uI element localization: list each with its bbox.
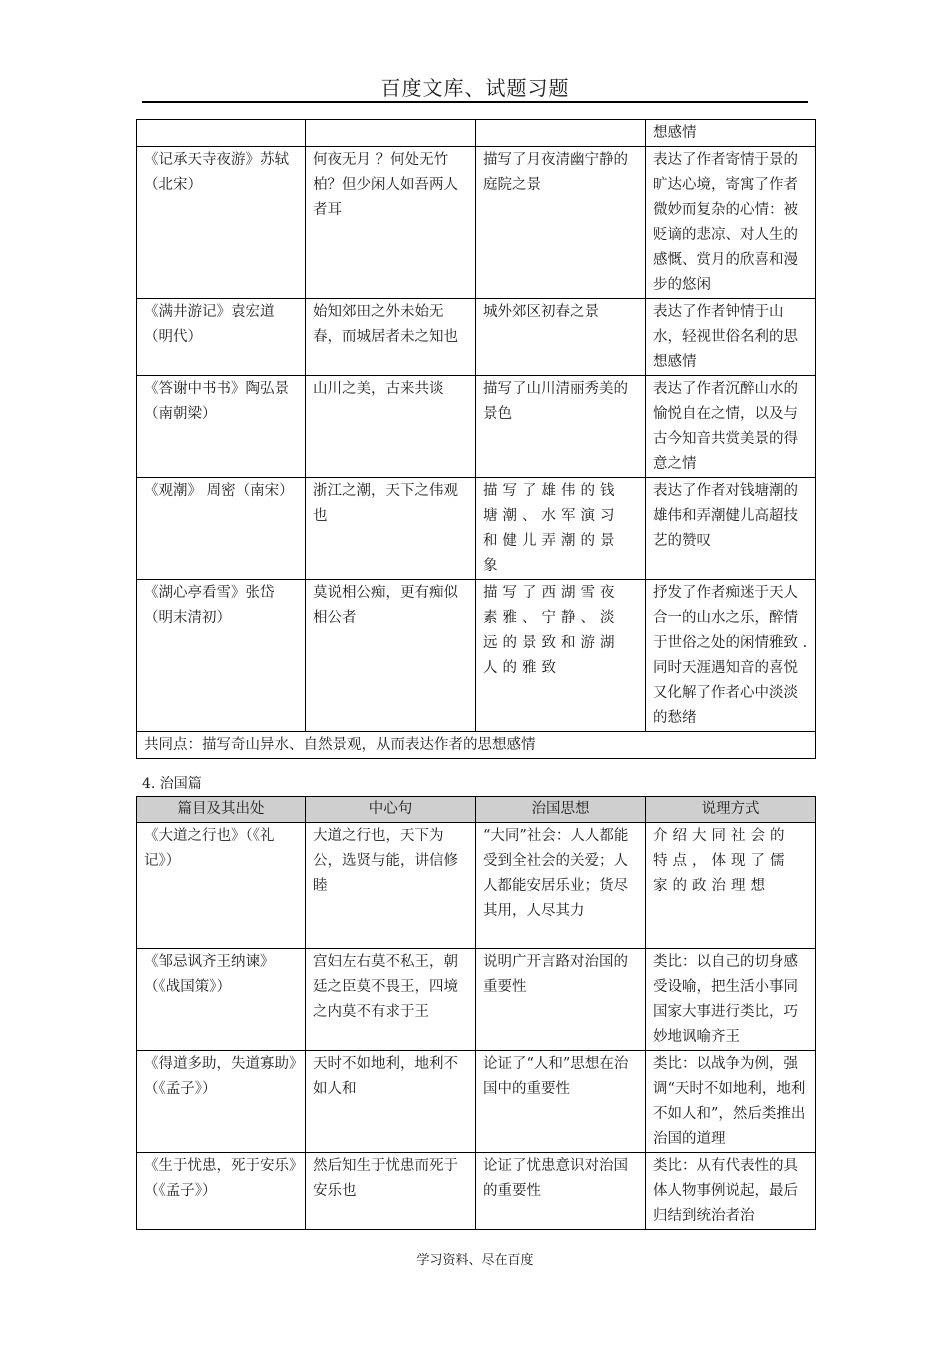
table-cell: 表达了作者寄情于景的旷达心境，寄寓了作者微妙而复杂的心情：被贬谪的悲凉、对人生的感慨、赏月的欣喜和漫步的悠闲 [646, 147, 816, 299]
table-cell: 表达了作者沉醉山水的愉悦自在之情，以及与古今知音共赏美景的得意之情 [646, 376, 816, 478]
table-cell: 介绍大同社会的特点，体现了儒家的政治理想 [646, 823, 816, 949]
table-cell: 大道之行也，天下为公，选贤与能，讲信修睦 [306, 823, 476, 949]
page-header-title: 百度文库、试题习题 [380, 76, 570, 100]
column-header: 篇目及其出处 [137, 797, 306, 823]
table-cell: 城外郊区初春之景 [476, 299, 646, 376]
table-cell: 表达了作者钟情于山水，轻视世俗名利的思想感情 [646, 299, 816, 376]
table-row [137, 580, 816, 732]
table-cell: 《生于忧患，死于安乐》（《孟子》） [137, 1153, 306, 1230]
table-cell: 宫妇左右莫不私王，朝廷之臣莫不畏王，四境之内莫不有求于王 [306, 949, 476, 1051]
table-cell: 抒发了作者痴迷于天人合一的山水之乐，醉情于世俗之处的闲情雅致 . 同时天涯遇知音的喜悦又化解了作者心中淡淡的愁绪 [646, 580, 816, 732]
table-cell: 始知郊田之外未始无春，而城居者未之知也 [306, 299, 476, 376]
table-cell: 莫说相公痴，更有痴似相公者 [306, 580, 476, 732]
table-row [137, 478, 816, 580]
table-cell: 何夜无月 ？何处无竹柏？但少闲人如吾两人者耳 [306, 147, 476, 299]
table-cell [476, 120, 646, 147]
table-cell: 想感情 [646, 120, 816, 147]
table-cell: 描写了山川清丽秀美的景色 [476, 376, 646, 478]
table-cell [137, 120, 306, 147]
table-row [137, 120, 816, 147]
table-cell: 《得道多助，失道寡助》（《孟子》） [137, 1051, 306, 1153]
table-cell: 类比：以自己的切身感受设喻，把生活小事同国家大事进行类比，巧妙地讽喻齐王 [646, 949, 816, 1051]
table-cell: 然后知生于忧患而死于安乐也 [306, 1153, 476, 1230]
table-cell: 《湖心亭看雪》张岱（明末清初） [137, 580, 306, 732]
table-summary-row [137, 732, 816, 759]
table-cell: 类比：以战争为例，强调“天时不如地利，地利不如人和”，然后类推出治国的道理 [646, 1051, 816, 1153]
table-row [137, 823, 816, 949]
table-cell: 表达了作者对钱塘潮的雄伟和弄潮健儿高超技艺的赞叹 [646, 478, 816, 580]
table-cell: 《邹忌讽齐王纳谏》（《战国策》） [137, 949, 306, 1051]
table-row [137, 1153, 816, 1230]
table-cell: 天时不如地利，地利不如人和 [306, 1051, 476, 1153]
table-row [137, 376, 816, 478]
page-footer: 学习资料、尽在百度 [416, 1253, 534, 1268]
table-cell spaced: 描写了雄伟的钱塘潮、水军演习和健儿弄潮的景象 [476, 478, 646, 580]
table-row [137, 949, 816, 1051]
table-cell: 浙江之潮，天下之伟观也 [306, 478, 476, 580]
table-cell: 《满井游记》袁宏道（明代） [137, 299, 306, 376]
table-header-row [137, 797, 816, 823]
column-header: 中心句 [306, 797, 476, 823]
table-cell: 说明广开言路对治国的重要性 [476, 949, 646, 1051]
section-label: 4. 治国篇 [142, 776, 202, 792]
table-cell: 《记承天寺夜游》苏轼（北宋） [137, 147, 306, 299]
table-row [137, 147, 816, 299]
column-header: 说理方式 [646, 797, 816, 823]
table-cell [306, 120, 476, 147]
table-row [137, 1051, 816, 1153]
table-cell: “大同”社会：人人都能受到全社会的关爱；人人都能安居乐业；货尽其用，人尽其力 [476, 823, 646, 949]
table-cell: 描写了西湖雪夜素雅、宁静、淡远的景致和游湖人的雅致 [476, 580, 646, 732]
table-cell: 论证了“人和”思想在治国中的重要性 [476, 1051, 646, 1153]
table-row [137, 299, 816, 376]
header-rule [142, 101, 808, 103]
table-cell: 山川之美，古来共谈 [306, 376, 476, 478]
table-cell: 《大道之行也》（《礼记》） [137, 823, 306, 949]
column-header: 治国思想 [476, 797, 646, 823]
table-cell: 《观潮》 周密（南宋） [137, 478, 306, 580]
scenery-table [136, 119, 816, 759]
table-cell: 类比：从有代表性的具体人物事例说起，最后归结到统治者治 [646, 1153, 816, 1230]
table-cell: 描写了月夜清幽宁静的庭院之景 [476, 147, 646, 299]
governance-table [136, 796, 816, 1230]
table-cell: 《答谢中书书》陶弘景（南朝梁） [137, 376, 306, 478]
table-cell: 论证了忧患意识对治国的重要性 [476, 1153, 646, 1230]
summary-cell: 共同点：描写奇山异水、自然景观，从而表达作者的思想感情 [137, 732, 816, 759]
